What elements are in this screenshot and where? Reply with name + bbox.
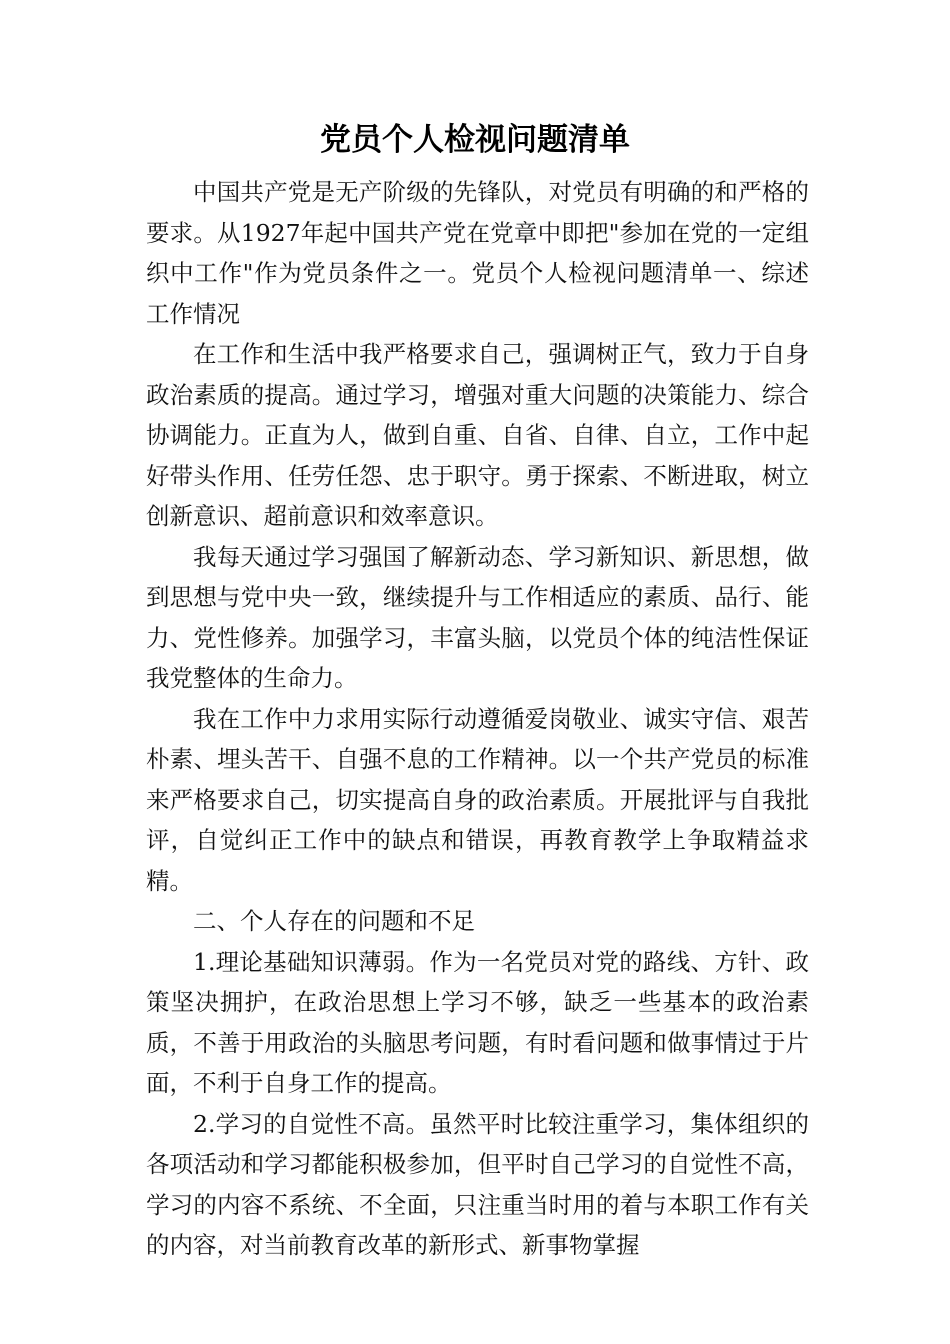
section-heading-problems: 二、个人存在的问题和不足 [193,907,475,935]
paragraph-work-spirit: 我在工作中力求用实际行动遵循爱岗敬业、诚实守信、艰苦朴素、埋头苦干、自强不息的工作精神。以一个共产党员的标准来严格要求自己，切实提高自身的政治素质。开展批评与自我批评，自觉纠正工作中的缺点和错误，再教育教学上争取精益求精。 [146,704,809,895]
paragraph-study: 我每天通过学习强国了解新动态、学习新知识、新思想，做到思想与党中央一致，继续提升与工作相适应的素质、品行、能力、党性修养。加强学习，丰富头脑，以党员个体的纯洁性保证我党整体的生命力。 [146,542,809,692]
paragraph-intro: 中国共产党是无产阶级的先锋队，对党员有明确的和严格的要求。从1927年起中国共产党在党章中即把"参加在党的一定组织中工作"作为党员条件之一。党员个人检视问题清单一、综述工作情况 [146,178,809,328]
document-title: 党员个人检视问题清单 [320,122,630,158]
paragraph-problem-1: 1.理论基础知识薄弱。作为一名党员对党的路线、方针、政策坚决拥护，在政治思想上学习不够，缺乏一些基本的政治素质，不善于用政治的头脑思考问题，有时看问题和做事情过于片面，不利于自身工作的提高。 [146,947,809,1097]
paragraph-work-attitude: 在工作和生活中我严格要求自己，强调树正气，致力于自身政治素质的提高。通过学习，增强对重大问题的决策能力、综合协调能力。正直为人，做到自重、自省、自律、自立，工作中起好带头作用、任劳任怨、忠于职守。勇于探索、不断进取，树立创新意识、超前意识和效率意识。 [146,340,809,530]
document-body [146,172,809,1266]
paragraph-problem-2: 2.学习的自觉性不高。虽然平时比较注重学习，集体组织的各项活动和学习都能积极参加，但平时自己学习的自觉性不高，学习的内容不系统、不全面，只注重当时用的着与本职工作有关的内容，对当前教育改革的新形式、新事物掌握 [146,1109,809,1259]
